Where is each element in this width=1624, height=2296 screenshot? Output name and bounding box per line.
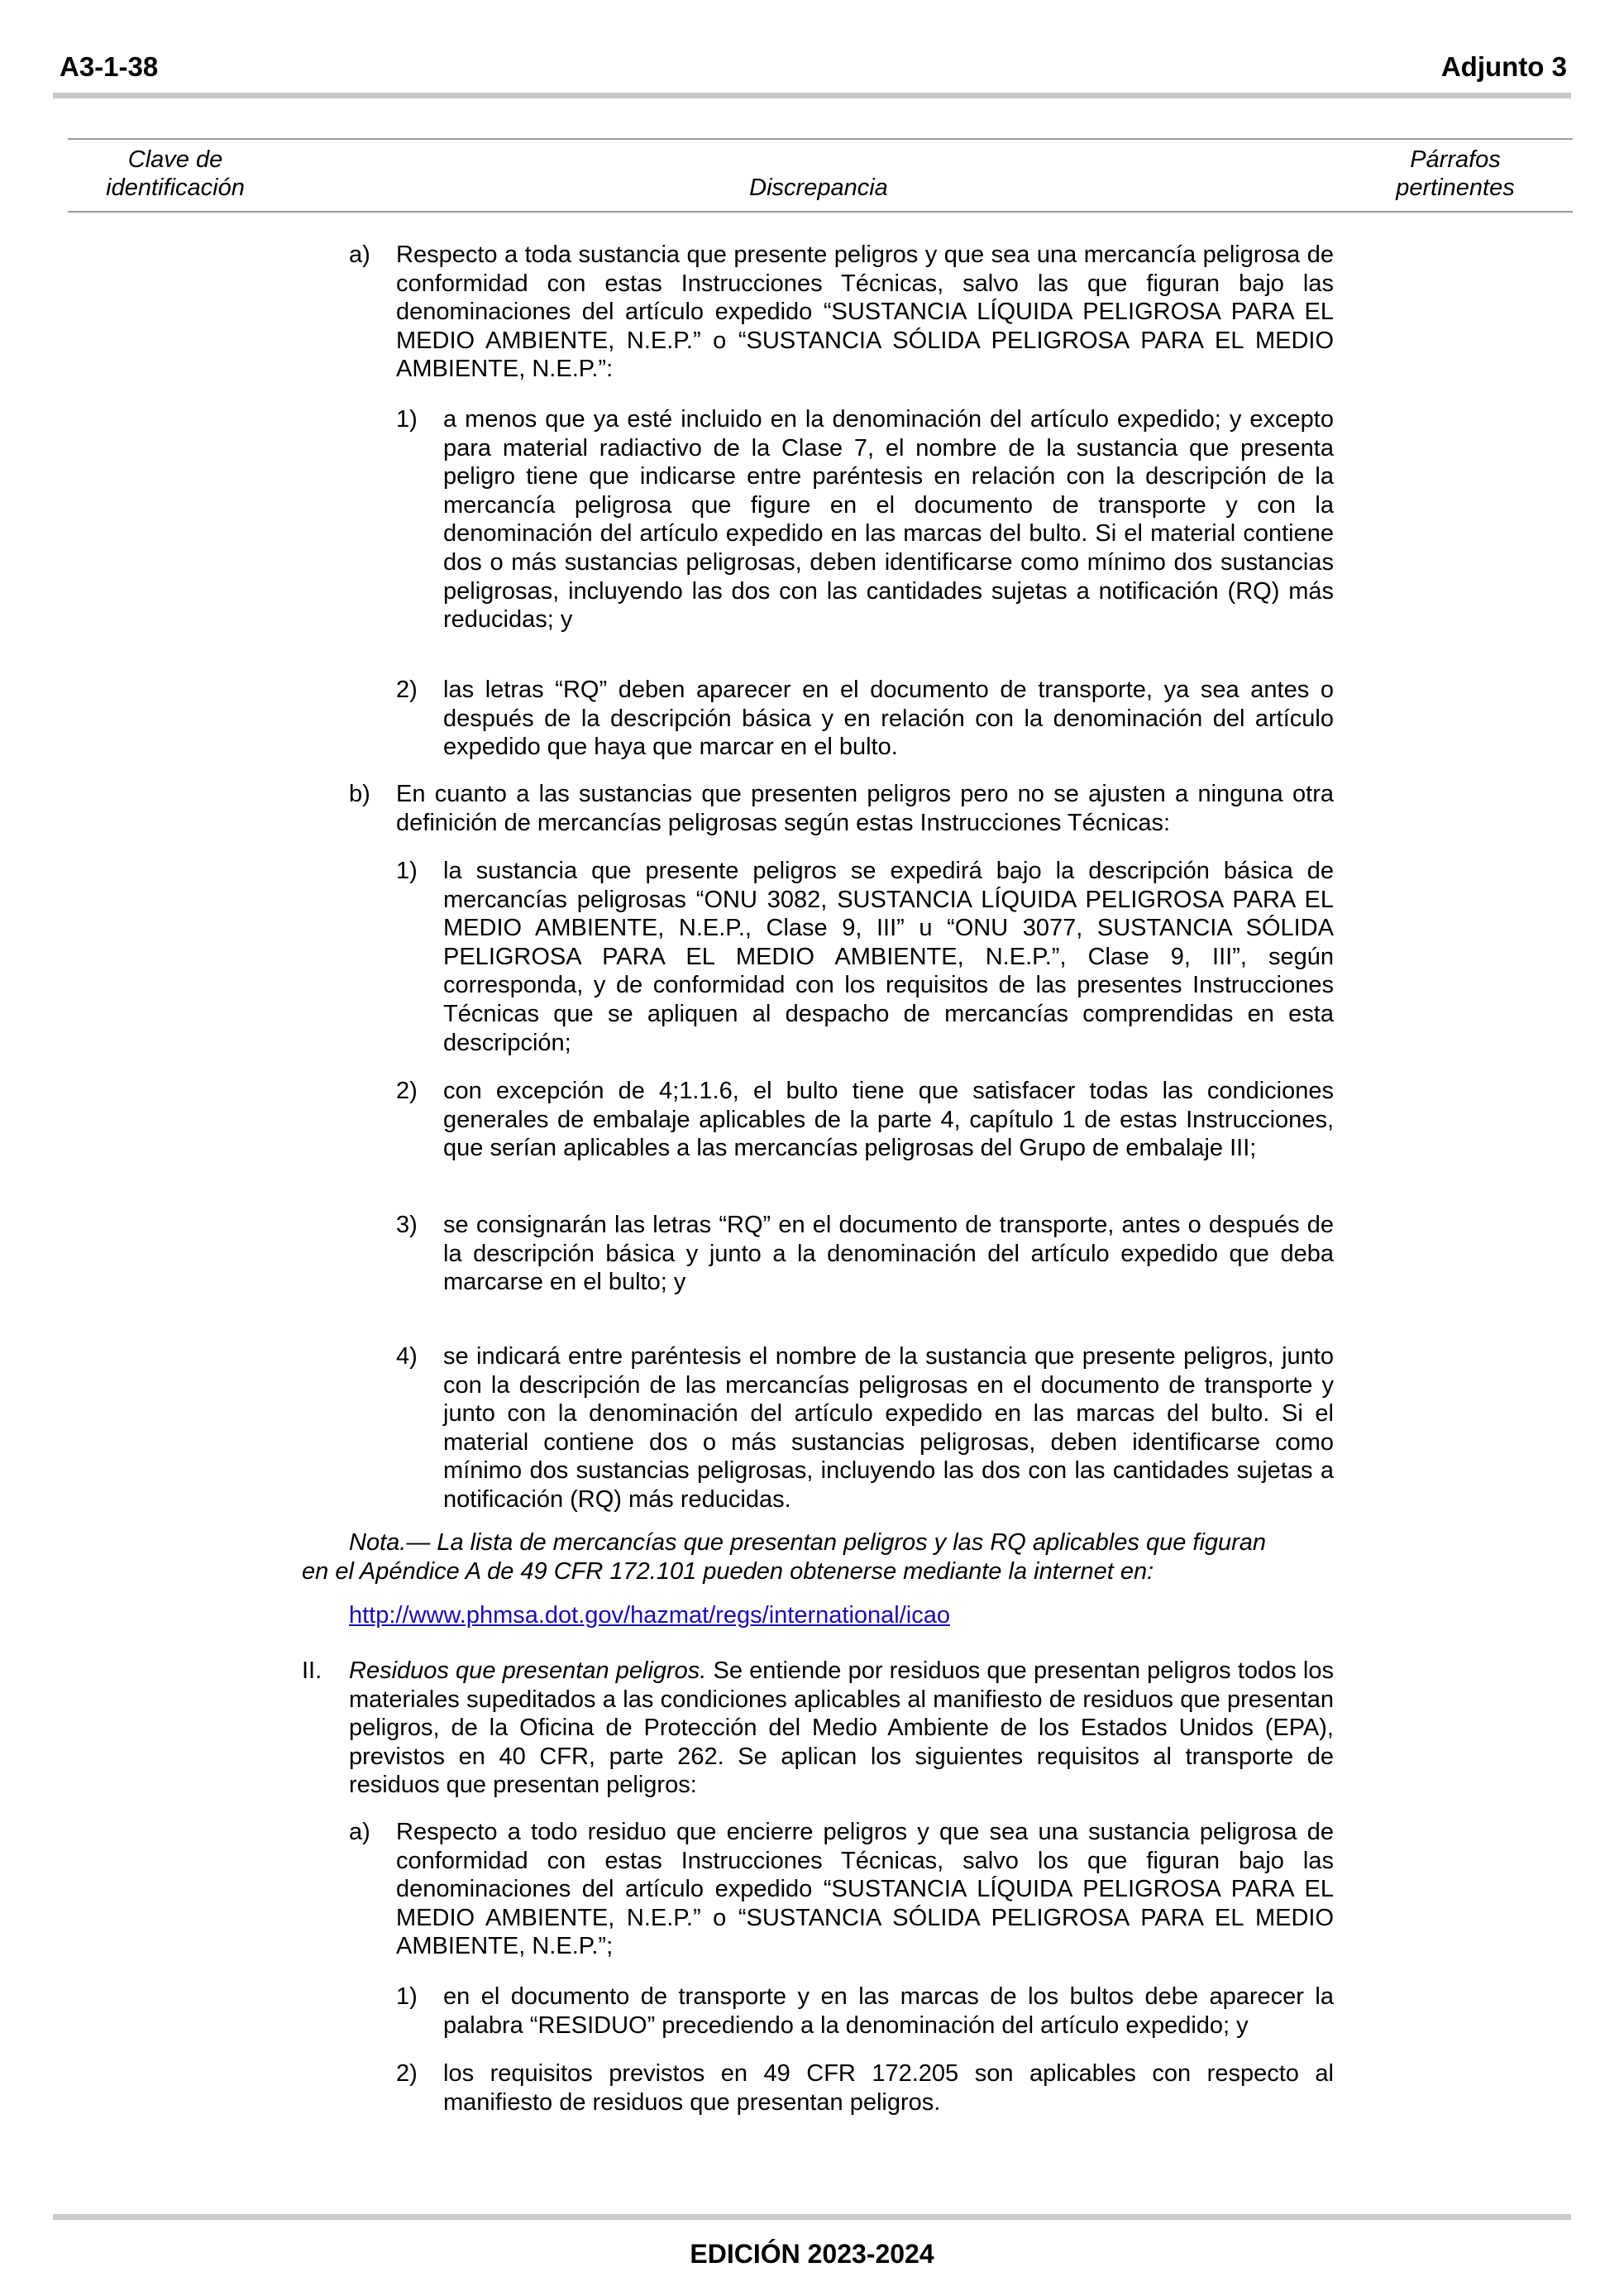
item-b2-label: 2) [396, 1078, 418, 1104]
column-header-discrepancy: Discrepancia [749, 175, 888, 201]
column-header-paragraphs-line2: pertinentes [1396, 175, 1515, 201]
header-rule [53, 93, 1571, 98]
hazmat-link[interactable]: http://www.phmsa.dot.gov/hazmat/regs/international/icao [349, 1602, 950, 1629]
section-ii-text [349, 1657, 1334, 1800]
item-a2-label: 2) [396, 677, 418, 703]
item-b3-label: 3) [396, 1212, 418, 1238]
hazmat-link-wrap [349, 1601, 950, 1630]
section-ii-a2-text: los requisitos previstos en 49 CFR 172.205 son aplicables con respecto al manifiesto de residuos que presentan peligros. [443, 2060, 1334, 2116]
item-a-text: Respecto a toda sustancia que presente peligros y que sea una mercancía peligrosa de conformidad con estas Instrucciones Técnicas, salvo las que figuran bajo las denominaciones del artículo expedido “SUSTANCIA LÍQUIDA PELIGROSA PARA EL MEDIO AMBIENTE, N.E.P.” o “SUSTANCIA SÓLIDA PELIGROSA PARA EL MEDIO AMBIENTE, N.E.P.”: [396, 242, 1334, 383]
item-b-text: En cuanto a las sustancias que presenten peligros pero no se ajusten a ninguna otra definición de mercancías peligrosas según estas Instrucciones Técnicas: [396, 781, 1334, 836]
note-line-2: en el Apéndice A de 49 CFR 172.101 pueden obtenerse mediante la internet en: [302, 1558, 1154, 1585]
item-a1-label: 1) [396, 406, 418, 433]
column-header-id-key-line2: identificación [106, 175, 245, 201]
item-b4-label: 4) [396, 1343, 418, 1370]
attachment-label: Adjunto 3 [1440, 51, 1567, 82]
section-ii-title: Residuos que presentan peligros. [349, 1657, 707, 1684]
item-b2-text: con excepción de 4;1.1.6, el bulto tiene que satisfacer todas las condiciones generales de embalaje aplicables de la parte 4, capítulo 1 de estas Instrucciones, que serían aplicables a las mercancías peligrosas del Grupo de embalaje III; [443, 1078, 1334, 1162]
item-b1-label: 1) [396, 858, 418, 884]
item-b-label: b) [349, 781, 370, 807]
item-a2-text: las letras “RQ” deben aparecer en el documento de transporte, ya sea antes o después de la descripción básica y en relación con la denominación del artículo expedido que haya que marcar en el bulto. [443, 677, 1334, 761]
section-ii-a1-text: en el documento de transporte y en las marcas de los bultos debe aparecer la palabra “RESIDUO” precediendo a la denominación del artículo expedido; y [443, 1983, 1334, 2039]
item-b3-text: se consignarán las letras “RQ” en el documento de transporte, antes o después de la descripción básica y junto a la denominación del artículo expedido que deba marcarse en el bulto; y [443, 1212, 1334, 1296]
section-ii-a2-label: 2) [396, 2060, 418, 2087]
section-ii-label: II. [302, 1657, 322, 1684]
footer-rule [53, 2214, 1571, 2220]
item-a-label: a) [349, 242, 370, 268]
page-number: A3-1-38 [60, 51, 159, 82]
item-b1-text: la sustancia que presente peligros se expedirá bajo la descripción básica de mercancías peligrosas “ONU 3082, SUSTANCIA LÍQUIDA PELIGROSA PARA EL MEDIO AMBIENTE, N.E.P., Clase 9, III” u “ONU 3077, SUSTANCIA SÓLIDA PELIGROSA PARA EL MEDIO AMBIENTE, N.E.P.”, Clase 9, III”, según corresponda, y de conformidad con los requisitos de las presentes Instrucciones Técnicas que se apliquen al despacho de mercancías comprendidas en esta descripción; [443, 858, 1334, 1056]
column-header-id-key [68, 146, 283, 202]
section-ii-a-label: a) [349, 1819, 370, 1845]
item-b4-text: se indicará entre paréntesis el nombre de la sustancia que presente peligros, junto con la descripción de las mercancías peligrosas en el documento de transporte y junto con la denominación del artículo expedido en las marcas del bulto. Si el material contiene dos o más sustancias peligrosas, deben identificarse como mínimo dos sustancias peligrosas, incluyendo las dos con las cantidades sujetas a notificación (RQ) más reducidas. [443, 1343, 1334, 1513]
column-header-paragraphs [1356, 146, 1555, 202]
section-ii-body: Se entiende por residuos que presentan peligros todos los materiales supeditados a las condiciones aplicables al manifiesto de residuos que presentan peligros, de la Oficina de Protección del Medio Ambiente de los Estados Unidos (EPA), previstos en 40 CFR, parte 262. Se aplican los siguientes requisitos al transporte de residuos que presentan peligros: [349, 1657, 1334, 1799]
section-ii-a1-label: 1) [396, 1983, 418, 2010]
table-top-rule [68, 138, 1573, 140]
section-ii-a-text: Respecto a todo residuo que encierre peligros y que sea una sustancia peligrosa de conformidad con estas Instrucciones Técnicas, salvo los que figuran bajo las denominaciones del artículo expedido “SUSTANCIA LÍQUIDA PELIGROSA PARA EL MEDIO AMBIENTE, N.E.P.” o “SUSTANCIA SÓLIDA PELIGROSA PARA EL MEDIO AMBIENTE, N.E.P.”; [396, 1819, 1334, 1960]
note-line-1: Nota.— La lista de mercancías que presentan peligros y las RQ aplicables que figuran [349, 1529, 1267, 1556]
edition-label: EDICIÓN 2023-2024 [690, 2239, 934, 2269]
column-header-paragraphs-line1: Párrafos [1410, 146, 1501, 173]
item-a1-text: a menos que ya esté incluido en la denominación del artículo expedido; y excepto para material radiactivo de la Clase 7, el nombre de la sustancia que presenta peligro tiene que indicarse entre paréntesis en relación con la descripción de la mercancía peligrosa que figure en el documento de transporte y con la denominación del artículo expedido en las marcas del bulto. Si el material contiene dos o más sustancias peligrosas, deben identificarse como mínimo dos sustancias peligrosas, incluyendo las dos con las cantidades sujetas a notificación (RQ) más reducidas; y [443, 406, 1334, 634]
column-header-id-key-line1: Clave de [127, 146, 223, 173]
table-head-rule [68, 211, 1573, 213]
